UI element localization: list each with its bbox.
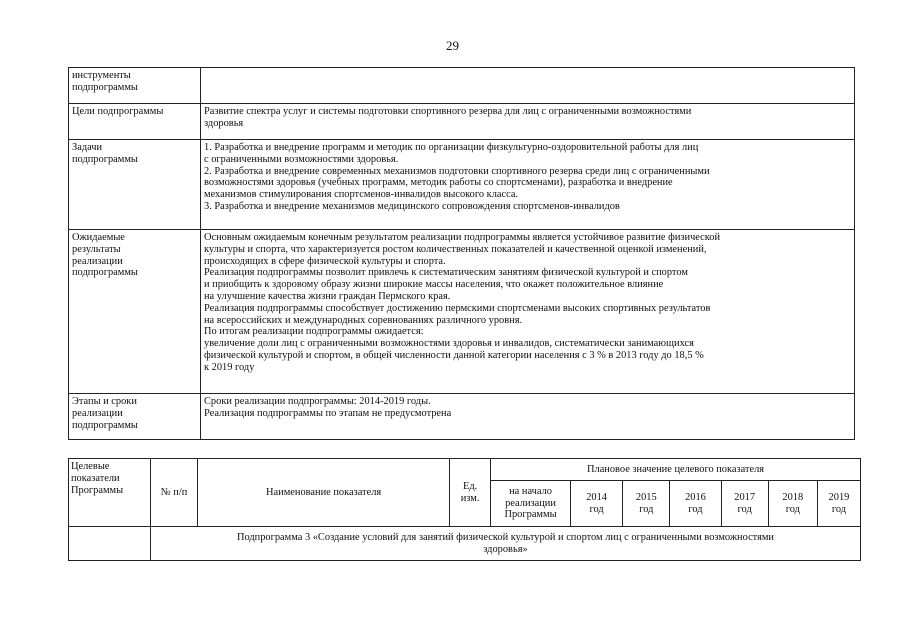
passport-content	[201, 104, 855, 140]
label-line: Задачи	[72, 142, 103, 153]
header-line: Ед.	[462, 480, 478, 492]
content-line: происходящих в сфере физической культуры и спорта.	[204, 255, 446, 267]
label-line: подпрограммы	[72, 267, 138, 279]
content-line: физической культурой и спортом, в общей численности данной категории населения с 3 % в 2013 году до 18,5 %	[204, 349, 704, 361]
year-value: 2019	[828, 491, 850, 503]
year-value: 2015	[635, 491, 657, 503]
label-line: Этапы и сроки	[72, 396, 137, 407]
subprogram-row	[69, 527, 861, 561]
content-line: Развитие спектра услуг и системы подготовки спортивного резерва для лиц с ограниченными возможностями	[204, 106, 692, 117]
subprogram-title	[150, 527, 860, 561]
passport-row-instruments	[69, 68, 855, 104]
year-header-2015	[623, 481, 670, 527]
label-line: инструменты	[72, 70, 131, 81]
year-value: 2016	[685, 491, 706, 503]
content-line: культуры и спорта, что характеризуется ростом количественных показателей и качественной оценкой изменений,	[204, 243, 707, 255]
label-line: подпрограммы	[72, 419, 138, 431]
content-line: 3. Разработка и внедрение механизмов медицинского сопровождения спортсменов-инвалидов	[204, 200, 620, 212]
header-line: Программы	[71, 484, 124, 496]
label-line: результаты	[72, 243, 121, 255]
passport-label	[69, 68, 201, 104]
content-line: и приобщить к здоровому образу жизни широкие массы населения, что окажет положительное влияние	[204, 279, 664, 291]
content-line: на всероссийских и международных соревнованиях различного уровня.	[204, 314, 523, 326]
year-header-2017	[721, 481, 768, 527]
content-line: 1. Разработка и внедрение программ и методик по организации физкультурно-оздоровительной работы для лиц	[204, 142, 699, 153]
content-line: Реализация подпрограммы позволит привлечь к систематическим занятиям физической культурой и спортом	[204, 267, 688, 279]
year-suffix: год	[688, 503, 703, 515]
year-header-2016	[670, 481, 721, 527]
planned-value-header: Плановое значение целевого показателя	[491, 459, 861, 481]
year-suffix: год	[831, 503, 847, 515]
header-line: реализации	[505, 497, 556, 509]
content-line: возможностями здоровья (учебных программ, методик работы со спортсменами), разработка и внедрение	[204, 177, 673, 189]
content-line: По итогам реализации подпрограммы ожидается:	[204, 326, 424, 338]
passport-row-tasks	[69, 140, 855, 230]
subprogram-line: здоровья»	[483, 543, 528, 555]
label-line: Ожидаемые	[72, 232, 125, 243]
content-line: механизмов стимулирования спортсменов-инвалидов высокого класса.	[204, 189, 519, 201]
year-value: 2018	[782, 491, 804, 503]
passport-label	[69, 230, 201, 394]
header-line: Программы	[504, 509, 557, 521]
col-num-header: № п/п	[150, 459, 197, 527]
header-line: Целевые	[71, 461, 110, 472]
passport-row-expected-results	[69, 230, 855, 394]
content-line: здоровья	[204, 117, 244, 129]
content-line: Основным ожидаемым конечным результатом реализации подпрограммы является устойчивое развитие физической	[204, 232, 721, 243]
year-suffix: год	[639, 503, 654, 515]
year-value: 2017	[734, 491, 756, 503]
passport-row-goals	[69, 104, 855, 140]
label-line: реализации	[72, 255, 123, 267]
subprogram-line: Подпрограмма 3 «Создание условий для занятий физической культурой и спортом лиц с ограниченными возможностями	[236, 531, 774, 543]
content-line: Сроки реализации подпрограммы: 2014-2019 годы.	[204, 396, 431, 407]
label-line: реализации	[72, 407, 123, 419]
passport-content	[201, 140, 855, 230]
col-targets-header	[69, 459, 151, 527]
passport-label	[69, 104, 201, 140]
label-line: подпрограммы	[72, 81, 138, 93]
year-value: 2014	[586, 491, 607, 503]
year-header-2014	[570, 481, 622, 527]
content-line: с ограниченными возможностями здоровья.	[204, 153, 399, 165]
year-suffix: год	[589, 503, 604, 515]
content-line: на улучшение качества жизни граждан Пермского края.	[204, 290, 451, 302]
label-line: подпрограммы	[72, 153, 138, 165]
header-line: изм.	[460, 492, 480, 504]
content-line: к 2019 году	[204, 361, 255, 373]
label-line: Цели подпрограммы	[72, 106, 164, 117]
year-suffix: год	[737, 503, 752, 515]
passport-content	[201, 394, 855, 440]
header-line: показатели	[71, 472, 120, 484]
passport-content	[201, 230, 855, 394]
col-start-header	[491, 481, 571, 527]
targets-empty-cell	[69, 527, 151, 561]
content-line: Реализация подпрограммы способствует достижению пермскими спортсменами высоких спортивных результатов	[204, 302, 711, 314]
col-unit-header	[450, 459, 491, 527]
indicators-header-row	[69, 459, 861, 481]
page-number: 29	[446, 38, 459, 53]
year-header-2018	[768, 481, 817, 527]
passport-label	[69, 394, 201, 440]
year-suffix: год	[785, 503, 800, 515]
content-line: 2. Разработка и внедрение современных механизмов подготовки спортивного резерва среди лиц с ограниченными	[204, 165, 710, 177]
passport-label	[69, 140, 201, 230]
content-line: увеличение доли лиц с ограниченными возможностями здоровья и инвалидов, систематически занимающихся	[204, 338, 694, 350]
content-line: Реализация подпрограммы по этапам не предусмотрена	[204, 407, 452, 419]
col-name-header: Наименование показателя	[198, 459, 450, 527]
year-header-2019	[817, 481, 860, 527]
header-line: на начало	[509, 485, 552, 497]
target-indicators-table	[68, 458, 861, 561]
passport-content	[201, 68, 855, 104]
subprogram-passport-table	[68, 67, 855, 440]
passport-row-stages	[69, 394, 855, 440]
